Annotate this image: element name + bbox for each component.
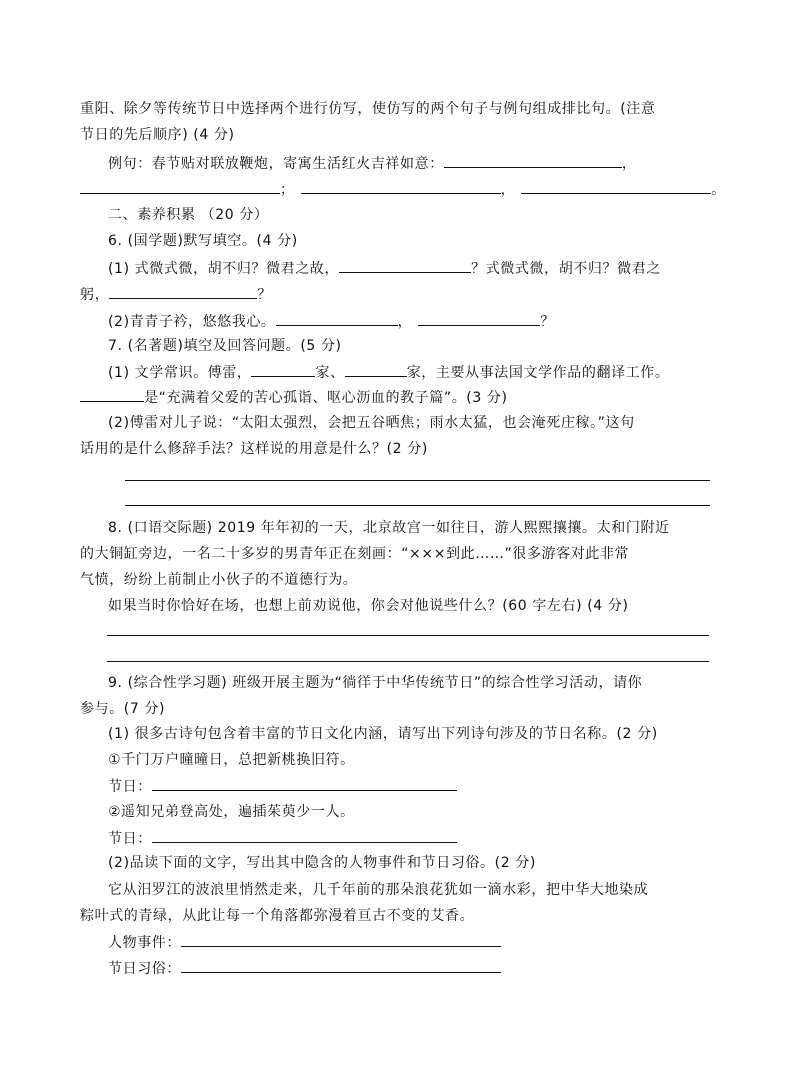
- q5-example-text: 例句：春节贴对联放鞭炮，寄寓生活红火吉祥如意：: [108, 156, 444, 172]
- q9-text-line1: 9. (综合性学习题) 班级开展主题为“徜徉于中华传统节日”的综合性学习活动，请你: [108, 675, 643, 691]
- q9-festival-blank-2[interactable]: [152, 828, 457, 843]
- q7-part1-text-d: 是“充满着父爱的苦心孤诣、呕心沥血的教子篇”。(3 分): [144, 390, 508, 406]
- q9-poem-1: ①千门万户曈曈日，总把新桃换旧符。: [108, 752, 355, 768]
- q5-period: 。: [711, 182, 726, 198]
- q9-person-line: [108, 932, 501, 953]
- q7-answer-line-2[interactable]: [125, 505, 710, 506]
- q9-part2-text: (2)品读下面的文字，写出其中隐含的人物事件和节日习俗。(2 分): [108, 855, 536, 871]
- q7-part1-line2: [80, 387, 508, 408]
- q9-custom-label: 节日习俗：: [108, 961, 181, 977]
- q7-part1-line1: [108, 362, 670, 383]
- q8-answer-line-2[interactable]: [107, 661, 709, 662]
- q7-part1-text-a: (1) 文学常识。傅雷，: [108, 365, 252, 381]
- q5-blank-line: [80, 179, 726, 200]
- q6-qmark-2: ？: [540, 314, 555, 330]
- q6-answer-blank-2[interactable]: [109, 284, 257, 299]
- q9-part1-text: (1) 很多古诗句包含着丰富的节日文化内涵，请写出下列诗句涉及的节日名称。(2 分): [108, 726, 658, 742]
- q9-custom-line: [108, 958, 501, 979]
- q6-part1-line2: [80, 284, 272, 305]
- q5-comma-2: ，: [500, 182, 516, 198]
- q7-answer-line-1[interactable]: [125, 480, 710, 481]
- q9-person-blank[interactable]: [181, 932, 501, 947]
- q8-text-line2: 的大铜缸旁边，一名二十多岁的男青年正在刻画：“×××到此……”很多游客对此非常: [80, 546, 630, 562]
- q8-question-line: 如果当时你恰好在场，也想上前劝说他，你会对他说些什么？(60 字左右) (4 分): [108, 598, 629, 614]
- q5-semicolon: ；: [280, 182, 295, 198]
- q7-answer-blank-3[interactable]: [80, 387, 144, 402]
- section2-title: 二、素养积累 （20 分）: [108, 207, 269, 223]
- q7-part2-line2: 话用的是什么修辞手法？这样说的用意是什么？(2 分): [80, 441, 428, 457]
- q6-part2-text: (2)青青子衿，悠悠我心。: [108, 314, 276, 330]
- q6-part1-text-a: (1) 式微式微，胡不归？微君之故，: [108, 261, 340, 277]
- q7-answer-blank-1[interactable]: [251, 362, 315, 377]
- q8-text-line1: 8. (口语交际题) 2019 年年初的一天，北京故宫一如往日，游人熙熙攘攘。太和门附近: [108, 520, 670, 536]
- q5-answer-blank-4[interactable]: [521, 179, 711, 194]
- q9-festival-label-1: 节日：: [108, 779, 152, 795]
- q9-poem-2: ②遥知兄弟登高处，遍插茱萸少一人。: [108, 804, 355, 820]
- q9-passage-line2: 粽叶式的青绿，从此让每一个角落都弥漫着亘古不变的艾香。: [80, 908, 475, 924]
- q6-part1-text-b: ？式微式微，胡不归？微君之: [471, 261, 661, 277]
- q6-comma: ，: [397, 314, 413, 330]
- q7-part1-text-c: 家，主要从事法国文学作品的翻译工作。: [406, 365, 670, 381]
- q5-answer-blank-1[interactable]: [444, 153, 622, 168]
- q6-answer-blank-1[interactable]: [339, 258, 471, 273]
- q9-festival-line-2: [108, 828, 457, 849]
- q6-part1-text-c: 躬，: [80, 287, 110, 303]
- q6-answer-blank-4[interactable]: [418, 311, 540, 326]
- q8-answer-line-1[interactable]: [107, 635, 709, 636]
- q6-qmark-1: ？: [257, 287, 272, 303]
- q9-custom-blank[interactable]: [181, 958, 501, 973]
- q9-text-line2: 参与。(7 分): [80, 701, 166, 717]
- q5-comma-1: ，: [621, 156, 637, 172]
- q5-text-line2: 节日的先后顺序) (4 分): [80, 127, 235, 143]
- q6-part2-line: [108, 311, 555, 332]
- q7-part2-line1: (2)傅雷对儿子说：“太阳太强烈，会把五谷晒焦；雨水太猛，也会淹死庄稼。”这句: [108, 415, 635, 431]
- q6-answer-blank-3[interactable]: [276, 311, 398, 326]
- q5-text-line1: 重阳、除夕等传统节日中选择两个进行仿写，使仿写的两个句子与例句组成排比句。(注意: [80, 101, 656, 117]
- q7-part1-text-b: 家、: [315, 365, 345, 381]
- q9-person-label: 人物事件：: [108, 935, 181, 951]
- q5-example-line: [108, 153, 636, 174]
- q9-festival-line-1: [108, 776, 457, 797]
- q6-part1-line1: [108, 258, 661, 279]
- q5-answer-blank-2[interactable]: [80, 179, 280, 194]
- q7-answer-blank-2[interactable]: [345, 362, 407, 377]
- q9-festival-blank-1[interactable]: [152, 776, 457, 791]
- q9-passage-line1: 它从汨罗江的波浪里悄然走来，几千年前的那朵浪花犹如一滴水彩，把中华大地染成: [108, 882, 649, 898]
- q6-title: 6. (国学题)默写填空。(4 分): [108, 233, 298, 249]
- q8-text-line3: 气愤，纷纷上前制止小伙子的不道德行为。: [80, 572, 358, 588]
- q7-title: 7. (名著题)填空及回答问题。(5 分): [108, 338, 342, 354]
- q9-festival-label-2: 节日：: [108, 831, 152, 847]
- q5-answer-blank-3[interactable]: [301, 179, 501, 194]
